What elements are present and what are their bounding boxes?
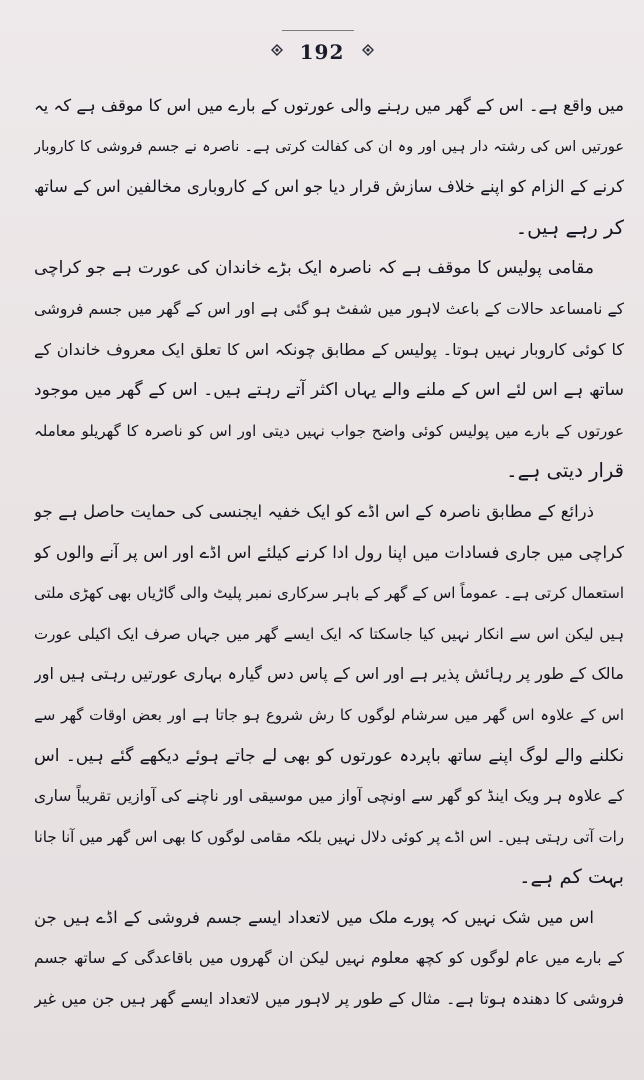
text-line: میں واقع ہے۔ اس کے گھر میں رہنے والی عورتوں کے بارے میں اس کا موقف ہے کہ یہ [34,96,624,115]
text-line: اس میں شک نہیں کہ پورے ملک میں لاتعداد ایسے جسم فروشی کے اڈے ہیں جن [34,907,594,927]
text-line: عورتیں اس کی رشتہ دار ہیں اور وہ ان کی کفالت کرتی ہے۔ ناصرہ نے جسم فروشی کا کاروبار [34,138,624,155]
text-line: ہیں لیکن اس سے انکار نہیں کیا جاسکتا کہ ایک ایسے گھر میں جہاں صرف ایک اکیلی عورت [34,624,624,643]
text-line: استعمال کرتی ہے۔ عموماً اس کے گھر کے باہر سرکاری نمبر پلیٹ والی گاڑیاں بھی کھڑی ملتی [34,584,624,603]
text-line: قرار دیتی ہے۔ [506,459,624,483]
text-line: کا کوئی کاروبار نہیں ہوتا۔ پولیس کے مطابق چونکہ اس کا تعلق ایک معروف خاندان کے [34,339,624,359]
text-line: عورتوں کے بارے میں پولیس کوئی واضح جواب نہیں دیتی اور اس کو ناصرہ کا گھریلو معاملہ [34,421,624,440]
ornament-right-icon [362,44,374,56]
text-line: کے علاوہ ہر ویک اینڈ کو گھر سے اونچی آواز میں موسیقی اور ناچنے کی آوازیں تقریباً ساری [34,787,624,806]
text-line: رات آتی رہتی ہیں۔ اس اڈے پر کوئی دلال نہیں بلکہ مقامی لوگوں کا بھی اس گھر میں آنا جانا [34,827,624,846]
text-line: کے نامساعد حالات کے باعث لاہور میں شفٹ ہو گئی ہے اور اس کے گھر میں جسم فروشی [34,299,624,318]
text-line: کر رہے ہیں۔ [515,215,624,239]
text-line: نکلنے والے لوگ اپنے ساتھ باپردہ عورتوں کو بھی لے جاتے ہوئے دیکھے گئے ہیں۔ اس [34,745,624,766]
text-line: کے بارے میں عام لوگوں کو کچھ معلوم نہیں لیکن ان گھروں میں باقاعدگی کے ساتھ جسم [34,949,624,968]
text-line: بہت کم ہے۔ [519,865,624,889]
text-line: کرنے کے الزام کو اپنے خلاف سازش قرار دیا جو اس کے کاروباری مخالفین اس کے ساتھ [34,177,624,197]
text-line: مقامی پولیس کا موقف ہے کہ ناصرہ ایک بڑے خاندان کی عورت ہے جو کراچی [34,258,594,279]
page-header [0,30,644,70]
text-line: کراچی میں جاری فسادات میں اپنا رول ادا کرنے کیلئے اس اڈے اور اس پر آنے والوں کو [34,542,624,562]
header-rule [282,30,354,31]
text-line: ساتھ ہے اس لئے اس کے ملنے والے یہاں اکثر آتے رہتے ہیں۔ اس کے گھر میں موجود [34,380,624,401]
page-number: 192 [299,40,345,64]
text-line: مالک کے طور پر رہائش پذیر ہے اور اس کے پاس دس گیارہ بہاری عورتیں رہتی ہیں اور [34,664,624,684]
text-line: ذرائع کے مطابق ناصرہ کے اس اڈے کو ایک خفیہ ایجنسی کی حمایت حاصل ہے جو [34,501,594,521]
text-line: اس کے علاوہ اس گھر میں سرشام لوگوں کا رش شروع ہو جاتا ہے اور بعض اوقات گھر سے [34,705,624,724]
page-body [34,86,624,1020]
text-line: فروشی کا دھندہ ہوتا ہے۔ مثال کے طور پر لاہور میں لاتعداد ایسے گھر ہیں جن میں غیر [34,989,624,1009]
